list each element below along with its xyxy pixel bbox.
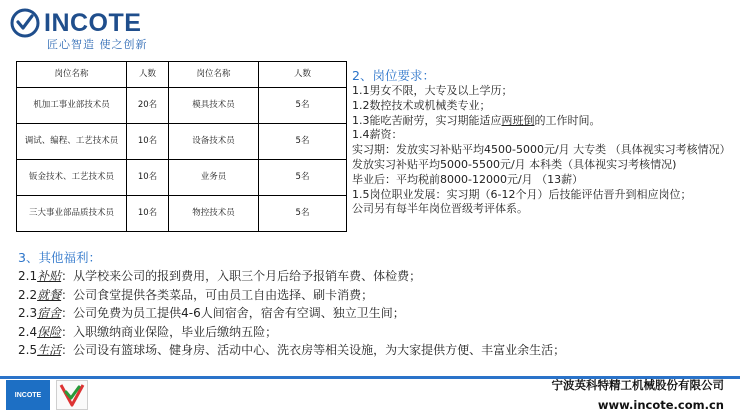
benefit-key: 补贴 — [37, 269, 62, 283]
benefit-number: 2.5 — [18, 343, 38, 358]
benefit-number: 2.2 — [18, 287, 38, 302]
requirement-line: 毕业后：平均税前8000-12000元/月 （13薪） — [352, 172, 584, 186]
benefits-section — [18, 249, 738, 360]
requirement-text: 1.3能吃苦耐劳，实习期能适应 — [352, 113, 502, 127]
table-cell: 模具技术员 — [169, 88, 259, 124]
benefit-text: ：公司免费为员工提供4-6人间宿舍，宿舍有空调、独立卫生间； — [61, 306, 405, 321]
benefit-item — [18, 341, 738, 360]
table-cell: 业务员 — [169, 160, 259, 196]
table-cell: 5名 — [259, 88, 347, 124]
table-cell: 三大事业部品质技术员 — [17, 196, 127, 232]
header-cell: 人数 — [127, 62, 169, 88]
table-cell: 10名 — [127, 196, 169, 232]
requirements-title: 2、岗位要求： — [352, 68, 435, 83]
requirement-line: 实习期：发放实习补贴平均4500-5000元/月 大专类 （具体视实习考核情况） — [352, 143, 731, 157]
footer-logo-text: INCOTE — [14, 391, 42, 399]
header-cell: 岗位名称 — [169, 62, 259, 88]
requirement-line: 发放实习补贴平均5000-5500元/月 本科类（具体视实习考核情况) — [352, 157, 677, 171]
benefit-key: 保险 — [37, 324, 62, 339]
benefit-item — [18, 286, 738, 305]
brand-tagline: 匠心智造 使之创新 — [47, 38, 148, 51]
benefits-title: 3、其他福利： — [18, 250, 101, 265]
benefit-text: ：公司设有篮球场、健身房、活动中心、洗衣房等相关设施，为大家提供方便、丰富业余生活； — [61, 343, 566, 358]
table-cell: 调试、编程、工艺技术员 — [17, 124, 127, 160]
header-cell: 人数 — [259, 62, 347, 88]
table-cell: 5名 — [259, 160, 347, 196]
certification-badge-icon — [57, 381, 87, 409]
benefit-item — [18, 304, 738, 323]
benefit-key: 就餐 — [37, 287, 62, 302]
jobs-table — [16, 61, 347, 232]
company-name: 宁波英科特精工机械股份有限公司 — [551, 378, 724, 392]
footer-certification-logo — [56, 380, 88, 410]
benefit-number: 2.3 — [18, 306, 38, 321]
table-cell: 钣金技术、工艺技术员 — [17, 160, 127, 196]
requirement-line — [352, 114, 736, 129]
table-cell: 物控技术员 — [169, 196, 259, 232]
benefit-number: 2.1 — [18, 269, 38, 283]
table-cell: 10名 — [127, 160, 169, 196]
table-cell: 5名 — [259, 124, 347, 160]
requirement-underlined-text: 两班倒 — [501, 113, 535, 127]
benefit-key: 宿舍 — [37, 306, 62, 321]
header-cell: 岗位名称 — [17, 62, 127, 88]
table-row — [17, 124, 347, 160]
incote-logo-icon — [10, 8, 40, 38]
benefit-text: ：入职缴纳商业保险，毕业后缴纳五险； — [61, 324, 278, 339]
table-row — [17, 160, 347, 196]
table-cell: 5名 — [259, 196, 347, 232]
requirement-line: 1.4薪资： — [352, 128, 403, 142]
benefit-text: ：从学校来公司的报到费用，入职三个月后给予报销车费、体检费； — [61, 269, 422, 283]
brand-name: INCOTE — [44, 9, 142, 37]
table-cell: 机加工事业部技术员 — [17, 88, 127, 124]
requirement-line: 1.2数控技术或机械类专业； — [352, 98, 491, 112]
table-row — [17, 196, 347, 232]
requirement-line: 1.5岗位职业发展：实习期（6-12个月）后技能评估晋升到相应岗位； — [352, 187, 692, 201]
benefit-number: 2.4 — [18, 324, 38, 339]
company-website[interactable]: www.incote.com.cn — [597, 398, 724, 412]
benefit-item — [18, 267, 738, 286]
requirement-line: 1.1男女不限，大专及以上学历； — [352, 84, 513, 97]
table-header-row — [17, 62, 347, 88]
table-cell: 10名 — [127, 124, 169, 160]
brand-logo — [10, 6, 170, 50]
table-cell: 20名 — [127, 88, 169, 124]
table-cell: 设备技术员 — [169, 124, 259, 160]
requirements-section — [352, 68, 736, 217]
table-row — [17, 88, 347, 124]
requirement-line: 公司另有每半年岗位晋级考评体系。 — [352, 202, 528, 216]
benefit-key: 生活 — [37, 343, 62, 358]
footer-incote-logo — [6, 380, 50, 410]
requirement-text: 的工作时间。 — [534, 113, 601, 127]
benefit-text: ：公司食堂提供各类菜品，可由员工自由选择、刷卡消费； — [61, 287, 374, 302]
benefit-item — [18, 323, 738, 342]
